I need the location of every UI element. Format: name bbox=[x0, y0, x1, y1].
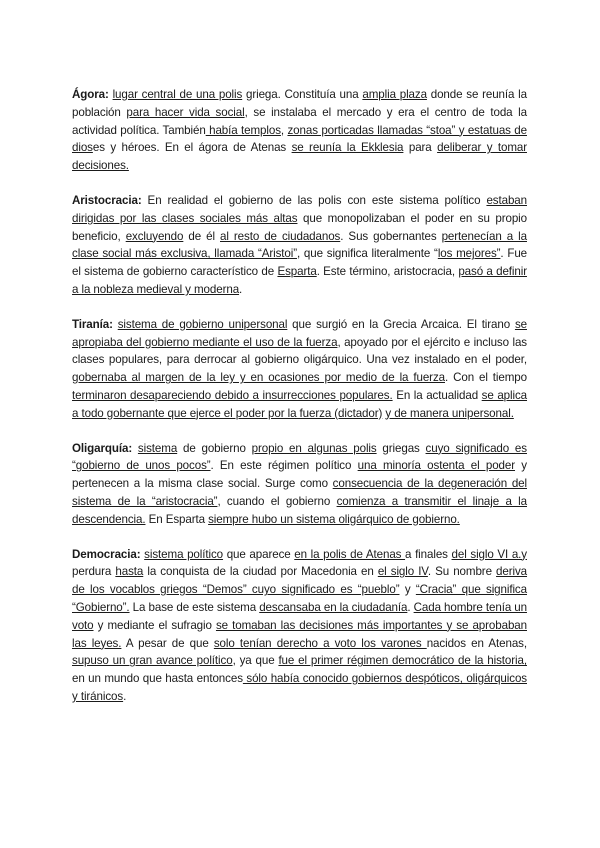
underlined-text: el siglo IV bbox=[377, 565, 428, 579]
underlined-text: se apropiaba del gobierno mediante el uso de la fuerza bbox=[72, 317, 527, 349]
term-heading: Ágora: bbox=[72, 88, 109, 101]
underlined-text: gobernaba al margen de la ley y en ocasiones por medio de la fuerza bbox=[72, 371, 445, 385]
text-run: . Fue el sistema de gobierno característico de bbox=[72, 247, 528, 279]
term-heading: Aristocracia: bbox=[72, 193, 142, 207]
text-run: A pesar de que bbox=[121, 636, 214, 650]
text-run: que monopolizaban el poder en su propio beneficio, bbox=[72, 211, 528, 243]
term-heading: Tiranía: bbox=[72, 317, 113, 331]
underlined-text: Cada hombre tenía un voto bbox=[72, 600, 527, 632]
underlined-text: sistema político bbox=[144, 547, 224, 561]
text-run: . Su nombre bbox=[427, 565, 497, 579]
underlined-text: amplia plaza bbox=[362, 88, 427, 101]
text-run: y bbox=[399, 583, 416, 597]
text-run: . Sus gobernantes bbox=[340, 229, 442, 243]
underlined-text: y de manera unipersonal. bbox=[385, 406, 514, 420]
underlined-text: una minoría ostenta el poder bbox=[357, 459, 516, 473]
underlined-text: propio en algunas polis bbox=[251, 441, 377, 455]
text-run: que surgió en la Grecia Arcaica. El tirano bbox=[287, 317, 515, 331]
text-run: . bbox=[123, 689, 127, 703]
underlined-text: Esparta bbox=[277, 265, 317, 279]
text-run: de gobierno bbox=[177, 441, 252, 455]
text-run: , apoyado por el ejército e incluso las clases populares, para derrocar al gobierno oligárquico. Una vez instalado en el poder, bbox=[72, 335, 527, 367]
underlined-text: comienza a transmitir el linaje a la descendencia. bbox=[72, 494, 527, 526]
underlined-text: se tomaban las decisiones más importantes y se aprobaban las leyes. bbox=[72, 618, 527, 650]
underlined-text: en la polis de Atenas bbox=[294, 547, 406, 561]
paragraph-agora bbox=[72, 86, 527, 175]
text-run: donde se reunía la población bbox=[72, 88, 527, 119]
text-run: . Con el tiempo bbox=[445, 371, 527, 385]
underlined-text: terminaron desapareciendo debido a insurrecciones populares. bbox=[72, 388, 393, 402]
underlined-text: “Cracia” que significa “Gobierno”. bbox=[72, 583, 527, 614]
underlined-text: los mejores” bbox=[437, 247, 501, 261]
text-run: En la actualidad bbox=[392, 388, 482, 402]
underlined-text: sólo había conocido gobiernos despóticos, oligárquicos y tiránicos bbox=[72, 672, 527, 703]
underlined-text: para hacer vida social bbox=[126, 105, 245, 119]
underlined-text: pertenecían a la clase social más exclusiva, llamada “Aristoi” bbox=[72, 229, 527, 261]
text-run: En Esparta bbox=[145, 512, 209, 526]
underlined-text: se reunía la Ekklesia bbox=[291, 141, 404, 155]
text-run: griegas bbox=[376, 441, 426, 455]
text-run: , que significa literalmente “ bbox=[297, 247, 438, 261]
underlined-text: se aplica a todo gobernante que ejerce el poder por la fuerza (dictador) bbox=[72, 388, 528, 420]
text-run: . Este término, aristocracia, bbox=[316, 265, 459, 279]
underlined-text: sistema de gobierno unipersonal bbox=[117, 317, 288, 331]
text-run: , ya que bbox=[232, 654, 279, 668]
underlined-text: había templos bbox=[205, 123, 281, 137]
underlined-text: supuso un gran avance político bbox=[72, 654, 233, 668]
underlined-text: descansaba en la ciudadanía bbox=[259, 600, 408, 614]
text-run: que aparece bbox=[223, 547, 295, 561]
underlined-text: fue el primer régimen democrático de la historia, bbox=[278, 654, 527, 668]
text-run: para bbox=[403, 141, 438, 155]
text-run: , bbox=[280, 123, 288, 137]
underlined-text: del siglo VI a.y bbox=[451, 547, 527, 561]
text-run: , cuando el gobierno bbox=[217, 494, 337, 508]
text-run: de él bbox=[183, 229, 221, 243]
paragraph-tirania bbox=[72, 316, 527, 423]
underlined-text: sistema bbox=[137, 441, 178, 455]
text-run: y mediante el sufragio bbox=[93, 618, 216, 632]
underlined-text: cuyo significado es “gobierno de unos pocos” bbox=[72, 441, 527, 473]
text-run: nacidos en Atenas, bbox=[426, 636, 527, 650]
text-run: , se instalaba el mercado y era el centro de toda la actividad política. También bbox=[72, 105, 527, 137]
underlined-text: solo tenían derecho a voto los varones bbox=[213, 636, 427, 650]
paragraph-aristocracia bbox=[72, 192, 527, 299]
text-run: es y héroes. En el ágora de Atenas bbox=[92, 141, 292, 155]
underlined-text: pasó a definir a la nobleza medieval y moderna bbox=[72, 265, 527, 296]
term-heading: Democracia: bbox=[72, 547, 141, 561]
term-heading: Oligarquía: bbox=[72, 441, 133, 455]
text-run: . En este régimen político bbox=[210, 459, 358, 473]
underlined-text: deliberar y tomar decisiones. bbox=[72, 141, 527, 173]
underlined-text: al resto de ciudadanos bbox=[220, 229, 341, 243]
text-run: la conquista de la ciudad por Macedonia en bbox=[143, 565, 378, 579]
text-run: a finales bbox=[405, 547, 452, 561]
underlined-text: hasta bbox=[115, 565, 144, 579]
text-run: y pertenecen a la misma clase social. Surge como bbox=[72, 459, 527, 491]
paragraph-oligarquia bbox=[72, 440, 527, 529]
underlined-text: consecuencia de la degeneración del sistema de la “aristocracia” bbox=[72, 477, 527, 508]
text-run: perdura bbox=[72, 565, 116, 579]
paragraph-democracia bbox=[72, 546, 527, 706]
text-run: en un mundo que hasta entonces bbox=[72, 672, 243, 686]
text-run: . bbox=[239, 282, 243, 296]
underlined-text: estaban dirigidas por las clases sociales más altas bbox=[72, 193, 527, 225]
document-body bbox=[72, 86, 527, 723]
text-run: griega. Constituía una bbox=[242, 88, 363, 101]
text-run: En realidad el gobierno de las polis con este sistema político bbox=[141, 193, 487, 207]
underlined-text: lugar central de una polis bbox=[112, 88, 243, 101]
underlined-text: siempre hubo un sistema oligárquico de gobierno. bbox=[208, 512, 460, 526]
text-run: La base de este sistema bbox=[129, 600, 260, 614]
underlined-text: deriva de los vocablos griegos “Demos” cuyo significado es “pueblo” bbox=[72, 565, 528, 597]
underlined-text: excluyendo bbox=[125, 229, 184, 243]
text-run: . bbox=[407, 600, 414, 614]
underlined-text: zonas porticadas llamadas “stoa” y estatuas de dios bbox=[72, 123, 527, 155]
